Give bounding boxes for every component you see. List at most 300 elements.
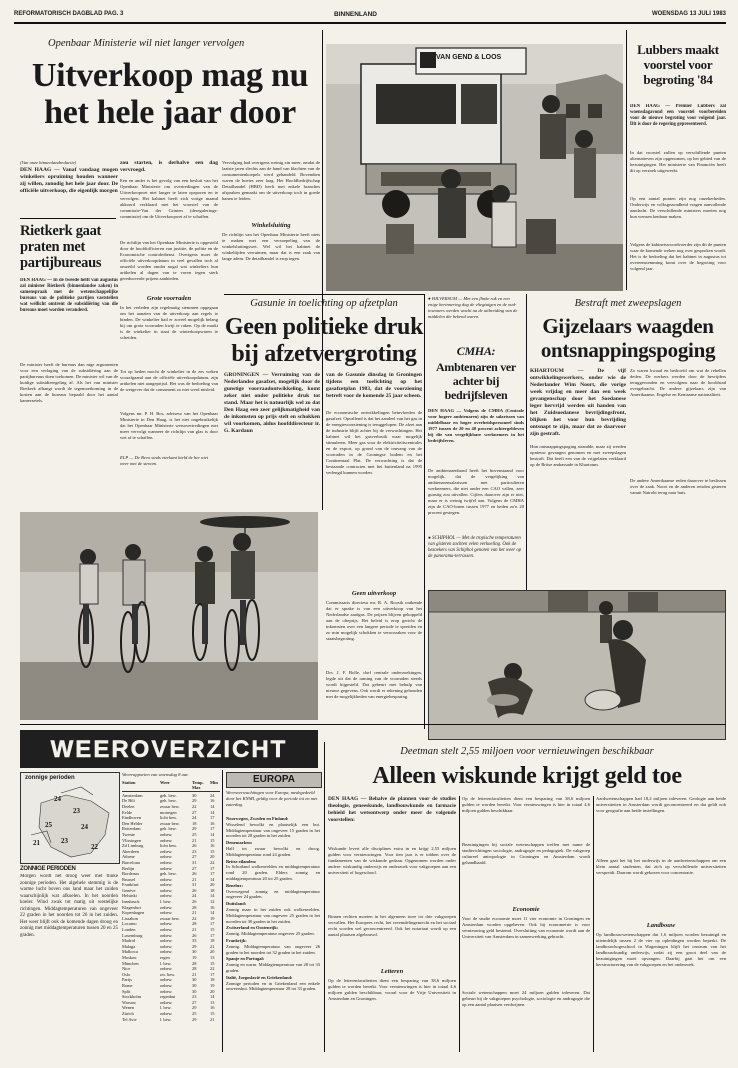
table-cell: onbew. <box>160 999 173 1005</box>
table-cell: Athene <box>122 854 135 860</box>
wiskunde-body-1: Wiskunde levert alle disciplines extra in en krijgt 2,55 miljoen gulden voor vernieuwingen. Voor tien jaar is er tobben over de fundamenten van de wiskunde gedaan. Opgenomen worden onder andere: wiskundig onderwijs en onderzoek voor vakgroepen aan een universiteit of hogeschool. <box>328 846 456 875</box>
table-cell: Split <box>122 988 131 994</box>
table-cell: 22 <box>192 803 197 809</box>
table-cell: 15 <box>210 1010 215 1016</box>
table-cell: Nice <box>122 966 131 972</box>
europa-region-text: In Schotland wolkenvelden en middagtemperatuur rond 20 graden. Elders zonnig en middagtemperatuur 20 tot 25 graden. <box>226 864 320 881</box>
lubbers-lead: DEN HAAG — Premier Lubbers zal woensdagavond een voorstel voorbereiden voor de nieuwe begroting voor volgend jaar. Dit is door de regering gepresenteerd. <box>630 104 726 127</box>
table-cell: l. bew. <box>160 960 172 966</box>
table-cell: onbew. <box>160 988 173 994</box>
table-cell: 31 <box>192 882 197 888</box>
table-cell: 28 <box>192 921 197 927</box>
table-cell: 17 <box>210 826 215 832</box>
europa-region-text: Zonnige perioden en in Griekenland een enkele onweersbui. Middagtemperatuur 28 tot 33 graden. <box>226 980 320 992</box>
table-cell: regenbui <box>160 994 176 1000</box>
table-cell: 17 <box>210 932 215 938</box>
wiskunde-body-9: Alleen gaat het bij het onderwijs in de aardwetenschappen om een klein aantal studenten, dat zich op verschillende universiteiten verspreidt. Daarom wordt gekozen voor concentratie. <box>596 858 726 875</box>
table-cell: 16 <box>210 904 215 910</box>
wiskunde-body-3: Op de letterenfaculteiten dient een besparing van 38,6 miljoen gulden te worden bereikt. Voor vernieuwingen is hier in totaal 4,6 miljoen gulden beschikbaar. <box>462 796 590 813</box>
main-body-2: De richtlijn van het Openbaar Ministerie is opgesteld door de hoofdofficieren van justitie, de politie en de Economische controledienst. Overigens moet de officiële uitverkoopdatum in veel gevallen toch al omzeild worden omdat nogal wat winkeliers hun artikelen al dagen van te voren tegen sterk gereduceerde prijzen aanbieden. <box>120 240 218 281</box>
masthead-left: REFORMATORISCH DAGBLAD PAG. 3 <box>14 11 124 17</box>
europa-region-name: Britse eilanden: <box>226 858 257 864</box>
map-temp-1: 24 <box>54 795 61 803</box>
map-temp-7: 22 <box>91 843 98 851</box>
table-cell: 23 <box>192 848 197 854</box>
table-cell: licht bew. <box>160 843 178 849</box>
schiphol-photo-frame <box>428 590 726 740</box>
table-cell: Frankfurt <box>122 882 139 888</box>
table-cell: 17 <box>210 815 215 821</box>
gijzelaars-body-3: De andere Amerikaanse reden daarover te beslissen over de zaak. Noort en de anderen reisden gisteren vanuit Nairobi terug naar huis. <box>630 478 726 495</box>
rietkerk-lead: DEN HAAG — In de tweede helft van augustus zal minister Rietkerk (binnenlandse zaken) in samenspraak met de wetenschappelijke bureaus van de politieke partijen vaststellen wat wellicht omtrent de subsidiëring van die bureaus moet worden veranderd. <box>20 278 118 313</box>
table-cell: onbew. <box>160 921 173 927</box>
table-cell: Klagenfurt <box>122 904 142 910</box>
cmha-lead: DEN HAAG — Volgens de CMHA (Centrale voor hogere ambtenaren) zijn de salarissen van middelbaar en hoger overheidspersoneel sinds 1977 tussen de 20 en 40 procent achtergebleven bij die van vergelijkbare werknemers in het bedrijfsleven. <box>428 408 524 443</box>
table-cell: 25 <box>192 831 197 837</box>
table-cell: zwaar bew. <box>160 803 180 809</box>
gijzelaars-body-1: Hun ontsnappingspoging strandde, maar zij werden opnieuw gevangen genomen en met zweepslagen bestraft. Dat heeft een van de vrijgelaten verklaard op de Britse ambassade in Khartoum. <box>530 444 626 467</box>
map-temp-4: 24 <box>81 823 88 831</box>
table-cell: onbew. <box>160 977 173 983</box>
rietkerk-headline: Rietkerk gaat praten met partijbureaus <box>20 223 102 271</box>
table-cell: Berlijn <box>122 865 135 871</box>
table-cell: 21 <box>210 1016 215 1022</box>
table-cell: 28 <box>192 966 197 972</box>
table-cell: Barcelona <box>122 859 140 865</box>
col-min: Min <box>210 779 218 785</box>
table-cell: 14 <box>210 910 215 916</box>
table-cell: Malaga <box>122 943 136 949</box>
table-cell: 18 <box>210 887 215 893</box>
gasunie-headline <box>224 314 424 368</box>
table-cell: 30 <box>192 949 197 955</box>
gijzelaars-headline <box>530 314 726 362</box>
table-cell: 19 <box>192 955 197 960</box>
table-cell: Luxemburg <box>122 932 143 938</box>
table-cell: 26 <box>192 871 197 877</box>
table-cell: 29 <box>192 798 197 804</box>
main-headline-line1: Uitverkoop mag nu <box>31 57 309 94</box>
table-cell: 29 <box>192 826 197 832</box>
table-cell: zwaar bew. <box>160 915 180 921</box>
truck-photo <box>326 44 623 291</box>
wiskunde-body-8: Aardwetenschappen had 18,2 miljoen inleveren. Geologie aan beide universiteiten in Amsterdam wordt geconcentreerd en dat geldt ook voor geografie aan beide instellingen. <box>596 796 726 813</box>
wiskunde-body-2: Binnen rechten moeten in het algemeen twee tot drie vakgroepen vervallen. Het Europees recht, het vreemdelingenrecht en het sociaal recht worden wel geconcentreerd. Ook het notariaat wordt op een aantal plaatsen afgebouwd. <box>328 914 456 937</box>
weather-banner <box>20 730 318 768</box>
table-cell: onbew. <box>160 865 173 871</box>
main-kicker: Openbaar Ministerie wil niet langer vervolgen <box>48 38 245 49</box>
europa-region-name: Noorwegen, Zweden en Finland: <box>226 816 289 821</box>
rietkerk-top-rule <box>20 218 116 219</box>
table-cell: 27 <box>192 854 197 860</box>
table-cell: 14 <box>210 876 215 882</box>
main-lead-cont: zou starten, is derhalve een dag vervroegd. <box>120 160 218 173</box>
map-temp-3: 25 <box>45 821 52 829</box>
table-cell: 27 <box>192 809 197 815</box>
europa-title: EUROPA <box>252 774 296 785</box>
truck-photo-art <box>326 44 623 291</box>
cycling-photo-art <box>20 512 318 720</box>
table-cell: 14 <box>210 994 215 1000</box>
masthead-rule <box>14 22 726 24</box>
masthead <box>14 10 726 20</box>
europa-region <box>226 901 320 924</box>
weather-banner-title: WEEROVERZICHT <box>50 736 288 763</box>
main-body-6: Vervolging had overigens weinig zin meer, omdat de laatste jaren slechts aan de hand van klachten van de consumentenkoepels werd gehandeld. Bovendien waren de boetes zeer laag. Het Hoofdbedrijfschap Detailhandel (HBD) heeft met enkele branches afspraken gemaakt om de uitverkoop toch in goede banen te leiden. <box>222 160 320 201</box>
gasunie-body-2: Commissaris directeur mr. R. A. Roosik ontkende dat er sprake is van een uitverkoop van het Nederlandse aardgas. De prijzen blijven gekoppeld aan de olieprijs. Het beleid is erop gericht de inkomsten over een langere periode te spreiden en zo min mogelijk schokken te veroorzaken voor de staatsbegroting. <box>326 600 422 641</box>
table-cell: 30 <box>192 982 197 988</box>
table-cell: Brussel <box>122 876 136 882</box>
column-rule-g <box>459 796 460 1052</box>
table-cell: onbew. <box>160 938 173 944</box>
table-cell: Kopenhagen <box>122 910 145 916</box>
main-lead: DEN HAAG — Vanaf vandaag mogen winkeliers opruiming houden wanneer zij willen, zonodig het hele jaar door. De officiële uitverkoop, die eigenlijk morgen <box>20 167 118 194</box>
table-cell: motregen <box>160 809 177 815</box>
table-cell: onbew. <box>160 837 173 843</box>
column-rule-b <box>626 30 627 290</box>
europa-region-name: Italië, Joegoslavië en Griekenland: <box>226 974 293 980</box>
wiskunde-body-10: Op landbouwwetenschappen dat 1,6 miljoen worden bezuinigd en uiteindelijk tussen 2 de vier op opleidingen worden beperkt. De landbouwhogeschool in Wageningen blijft het centrum van het landbouwkundig onderwijs, zodat zij een groot deel van de bezuinigingen moet opvangen. Daarbij gaat het om een herstructurering van de vakgroepen en het onderzoek. <box>596 932 726 967</box>
truck-photo-caption: ● HILVERSUM — Met een flinke ruk en een enige herinnering dag de vliegtuigen en de oud-inwoners werden wacht na de uitbreiding van de middelen die bekend waren. <box>428 296 518 319</box>
wiskunde-subhead-1: Letteren <box>380 968 404 975</box>
gasunie-top-rule <box>224 294 424 295</box>
table-cell: 22 <box>192 915 197 921</box>
europa-region <box>226 925 320 937</box>
cycling-photo <box>20 512 318 720</box>
table-cell: l. bew. <box>160 899 172 905</box>
table-cell: 21 <box>192 910 197 916</box>
table-cell: 29 <box>192 1005 197 1011</box>
weather-top-rule <box>20 724 726 725</box>
table-cell: 15 <box>210 837 215 843</box>
table-cell: 27 <box>192 999 197 1005</box>
table-cell: onbew. <box>160 949 173 955</box>
cmha-headline: Ambtenaren ver achter bij bedrijfsleven <box>436 360 516 402</box>
table-cell: 18 <box>210 977 215 983</box>
main-body-5: Volgens mr. P. H. Bos, adviseur van het Openbaar Ministerie in Den Haag, is het niet ongebruikelijk dat het Openbaar Ministerie wetsovertredingen niet meer vervolgt wanneer de richtlijn van glas is door wet af te schaffen. <box>120 411 218 440</box>
table-cell: regen <box>160 955 170 960</box>
table-cell: 29 <box>192 1016 197 1022</box>
table-cell: Aberdeen <box>122 848 140 854</box>
lubbers-body-1: In dat voorstel zullen op verschillende punten alternatieven zijn opgenomen, op het gebied van de bezuinigingen. Het ministerie van Financiën heeft dit op verzoek uitgewerkt. <box>630 150 726 173</box>
table-cell: Moskou <box>122 955 137 960</box>
europa-region <box>226 859 320 882</box>
table-cell: Rotterdam <box>122 826 141 832</box>
wiskunde-subhead-3: Landbouw <box>646 922 676 929</box>
weather-table <box>122 772 220 1020</box>
table-cell: 22 <box>210 966 215 972</box>
main-body-7: De richtlijn van het Openbaar Ministerie heeft niets te maken met een versoepeling van de winkelsluitingswet. Wel wil het kabinet de winkeltijden verruimen, maar dat is een zaak van lange adem. De detailhandel is erop tegen. <box>222 232 320 261</box>
column-rule-e <box>222 770 223 1052</box>
europa-region <box>226 883 320 900</box>
table-cell: onbew. <box>160 831 173 837</box>
table-cell: Rome <box>122 982 133 988</box>
column-rule-h <box>593 796 594 1052</box>
table-cell: 16 <box>210 843 215 849</box>
table-cell: onbew. <box>160 982 173 988</box>
table-cell: onbew. <box>160 848 173 854</box>
europa-region <box>226 975 320 992</box>
europa-region-text: Zonnig. Middagtemperatuur ongeveer 25 graden. <box>226 931 315 937</box>
table-cell: onbew. <box>160 893 173 899</box>
table-cell: 29 <box>192 943 197 949</box>
main-subhead-2: Winkelsluiting <box>251 222 291 229</box>
wiskunde-body-4: Op de letterenfaculteiten dient een besparing van 38,6 miljoen gulden te worden bereikt. Voor vernieuwingen is hier in totaal 4,6 miljoen gulden beschikbaar, vooral voor de Vrije Universiteit in Amsterdam en Groningen. <box>328 978 456 1001</box>
table-cell: 17 <box>210 971 215 977</box>
wiskunde-kicker: Deetman stelt 2,55 miljoen voor vernieuwingen beschikbaar <box>400 746 654 757</box>
lubbers-headline: Lubbers maakt voorstel voor begroting '84 <box>637 42 719 87</box>
table-cell: 21 <box>192 876 197 882</box>
europa-region-name: Frankrijk: <box>226 937 247 943</box>
table-cell: 28 <box>192 960 197 966</box>
column-rule-c <box>424 294 425 729</box>
table-cell: Bordeaux <box>122 871 140 877</box>
rietkerk-body: De minister heeft de bureaus dan nige argumenten voor een verlaging van de subsidiëring aan de partijbureaus doen toekomen. De minister wil van de huidige subsidieregeling af. Als het van minister Rietkerk afhangt wordt de tegemoetkoming in de kosten aan de bureaus bepaald door het aantal kamerzetels. <box>20 362 118 403</box>
map-temp-5: 21 <box>33 839 40 847</box>
gijzelaars-headline-line1: Gijzelaars waagden <box>542 314 714 338</box>
table-cell: 17 <box>210 871 215 877</box>
main-body-3: In het verleden zijn regelmatig stemmen opgegaan om het aanzien van de uitverkoop aan regels te binden. De winkelier had er zoveel mogelijk belang bij om grote voorraden kwijt te raken. Op de markt is de winkelier in staat de winterkoopwaren te scheiden. <box>120 305 218 340</box>
table-cell: 31 <box>192 859 197 865</box>
europa-region <box>226 840 320 857</box>
table-cell: Zd Limburg <box>122 843 144 849</box>
table-cell: 21 <box>210 943 215 949</box>
table-cell: zwaar bew. <box>160 820 180 826</box>
col-station: Station <box>122 779 136 785</box>
main-byline: (Van onze binnenlandredactie) <box>20 160 77 165</box>
table-cell: 18 <box>210 938 215 944</box>
table-cell: 21 <box>192 837 197 843</box>
table-cell: Stockholm <box>122 994 142 1000</box>
table-cell: Zürich <box>122 1010 134 1016</box>
europa-region-text: Zonnig. Middagtemperatuur van ongeveer 26 graden in het noorden tot 32 graden in het zuiden. <box>226 943 320 955</box>
main-headline-line2: het hele jaar door <box>44 94 296 131</box>
gasunie-body-3: Drs. J. F. Bolle, chef centrale onderzoekingen, legde uit dat de raming van de voorraden steeds wordt bijgesteld. Dat gebeurt met behulp van nieuwe gegevens. Ook wordt er rekening gehouden met de mogelijkheden van energiebesparing. <box>326 670 422 699</box>
table-cell: Wenen <box>122 1005 135 1011</box>
europa-region <box>226 816 320 839</box>
table-cell: Eindhoven <box>122 815 142 821</box>
masthead-date: WOENSDAG 13 JULI 1983 <box>651 11 726 17</box>
table-cell: 21 <box>192 971 197 977</box>
table-cell: Madrid <box>122 938 135 944</box>
table-cell: 14 <box>210 803 215 809</box>
table-cell: geh. bew. <box>160 792 177 798</box>
table-cell: onbew. <box>160 966 173 972</box>
table-cell: 18 <box>192 820 197 826</box>
col-weer: Weer <box>160 779 170 785</box>
europa-region-name: Zwitserland en Oostenrijk: <box>226 925 279 931</box>
table-cell: 20 <box>210 882 215 888</box>
map-temp-2: 23 <box>73 807 80 815</box>
table-cell: onbew. <box>160 854 173 860</box>
europa-region-text: Half tot zwaar bewolkt en droog. Middagtemperatuur rond 24 graden. <box>226 845 320 857</box>
col-max: Temp. Max <box>192 779 204 791</box>
table-cell: Vlissingen <box>122 837 141 843</box>
table-cell: Londen <box>122 927 136 933</box>
table-cell: l. bew. <box>160 1005 172 1011</box>
table-cell: De Bilt <box>122 798 135 804</box>
wiskunde-body-7: Sociale wetenschappen moet 24 miljoen gulden inleveren. Dat gebeurt bij de vakgroepen psychologie, sociologie en andragogie die op een aantal plaatsen verdwijnen. <box>462 990 590 1007</box>
table-cell: onbew. <box>160 887 173 893</box>
table-cell: geh. bew. <box>160 871 177 877</box>
table-cell: Oslo <box>122 971 131 977</box>
table-cell: Warsaw <box>122 999 137 1005</box>
table-cell: Mallorca <box>122 949 138 955</box>
gijzelaars-kicker: Bestraft met zweepslagen <box>574 298 682 309</box>
weather-table-header <box>122 780 220 792</box>
table-cell: 26 <box>192 899 197 905</box>
table-cell: Twente <box>122 831 135 837</box>
table-cell: 15 <box>210 848 215 854</box>
cmha-body: De ambtenarenbond heeft het bovenstaand voor mogelijk, dat de vergelijking van ambtenarensalarissen met particulieren werknemers, die niet onder een CAO vallen, zeer gunstig zou uitvallen. Cijfers daarover zijn er niet, maar er is weinig twijfel aan. Volgens de CMHA zijn de CAO-lonen tussen 1977 en heden zo'n 20 procent gestegen. <box>428 468 524 515</box>
gasunie-kicker: Gasunie in toelichting op afzetplan <box>250 298 398 309</box>
table-row <box>122 1017 220 1023</box>
europa-intro: Weersverwachtingen voor Europa, medegedeeld door het KNMI, geldig voor de periode tot en met zaterdag. <box>226 790 318 807</box>
column-rule-a <box>322 30 323 510</box>
table-cell: 26 <box>192 887 197 893</box>
weather-table-rows <box>122 793 220 1022</box>
table-cell: Amsterdam <box>122 792 143 798</box>
table-cell: Genève <box>122 887 136 893</box>
table-cell: 14 <box>210 893 215 899</box>
gasunie-lead-a: GRONINGEN — Verruiming van de Nederlandse gasafzet, mogelijk door de gunstige voorraadontwikkeling, komt zeker niet onder politieke druk tot stand. Maar het is natuurlijk wel zo dat Den Haag een zeer gelijkmatigheid van de inkomsten op prijs stelt en schokken wil voorkomen, aldus hoofddirecteur ir. G. Kardaun <box>224 372 320 434</box>
table-cell: Helsinki <box>122 893 137 899</box>
table-cell: 25 <box>192 1010 197 1016</box>
table-cell: 21 <box>192 927 197 933</box>
table-cell: 22 <box>210 859 215 865</box>
table-cell: 24 <box>210 792 215 798</box>
map-temp-6: 23 <box>61 837 68 845</box>
lubbers-body-3: Volgens de kabinetswoordvoerder zijn dit de punten waar de komende weken nog over gesproken wordt. Het is de bedoeling dat het kabinet in augustus tot overeenstemming komt over de begroting voor volgend jaar. <box>630 242 726 271</box>
column-rule-d <box>526 294 527 590</box>
gasunie-body: De economische ontwikkelingen beïnvloeden de gasafzet. Opvallend is dat het aandeel van het gas in de energievoorziening is teruggelopen. De afzet aan de industrie blijft achter bij de verwachtingen. Het kabinet wil het gasverbruik waar mogelijk stimuleren. Meer gas voor de elektriciteitscentrales en de export, op grond van de omvang van de voorraden in de Groningse bodem en het Continentaal Plat. De verwachting is dat de bestaande contracten met het buitenland na 1995 verlengd kunnen worden. <box>326 410 422 475</box>
europa-region-name: Benelux: <box>226 882 244 888</box>
table-cell: 26 <box>192 932 197 938</box>
table-cell: 13 <box>210 999 215 1005</box>
table-cell: 28 <box>192 904 197 910</box>
table-cell: Den Helder <box>122 820 143 826</box>
wiskunde-body-6: Voor de studie economie moet 11 vier economie in Groningen en Amsterdam worden opgeheven. Ook bij econometrie is voor vernieuwing geld bestemd. Oversluiting van economie wordt aan de Universiteit van Amsterdam in samenwerking gebracht. <box>462 916 590 939</box>
main-subhead-1: Grote voorraden <box>146 295 192 302</box>
europa-region-text: Wisselend bewolkt en plaatselijk een bui. Middagtemperatuur van ongeveer 15 graden in het noorden tot 28 graden in het zuiden. <box>226 821 320 839</box>
gijzelaars-lead: KHARTOUM — De vijf ontwikkelingswerkers, onder wie de Nederlander Wim Noort, die vorige week vrijdag en meer dan een week gevangenschap door het Soedanese leger hervrijd werden uit handen van het Zuidsoedanese bevrijdingsfront, blijken het voor hun bevrijding ontsnapt te zijn, maar dat ze daarvoor zijn gestraft. <box>530 368 626 437</box>
table-cell: 23 <box>192 994 197 1000</box>
section-title: BINNENLAND <box>334 11 377 18</box>
europa-box <box>226 772 322 788</box>
europa-regions <box>226 816 320 1054</box>
europa-region <box>226 938 320 955</box>
weather-map-art <box>21 773 119 863</box>
table-cell: onbew. <box>160 932 173 938</box>
table-cell: onbew. <box>160 927 173 933</box>
table-cell: onbew. <box>160 882 173 888</box>
table-cell: 14 <box>210 809 215 815</box>
truck-signage: VAN GEND & LOOS <box>436 54 502 61</box>
table-cell: onbew. <box>160 904 173 910</box>
table-cell: 14 <box>210 831 215 837</box>
table-cell: onbew. <box>160 910 173 916</box>
table-cell: 30 <box>192 792 197 798</box>
forecast-text: Morgen wordt het droog weer met flinke zonnige perioden. Het algehele stemmig is de warme lucht boven ons land maar het zuiden waarschijnlijk wat afkoelen. In het noorden koeler. Wind zwak tot matig uit westelijke richtingen. Middagtemperaturen van ongeveer 22 graden in het noorden tot 26 in het zuiden. Het weer blijft ook de komende dagen droog en zonnig met middagtemperaturen tussen 20 en 25 graden. <box>20 874 118 938</box>
gasunie-lead-b: van de Gasunie dinsdag in Groningen tijdens een toelichting op het gasafzetplan 1983, dat de voorziening betreft voor de komende 25 jaar scheen. <box>326 372 422 399</box>
main-body-1: Een en ander is het gevolg van een besluit van het Openbaar Ministerie om overtredingen van de Uitverkoopwet niet langer te laten opsporen en te vervolgen. Het kabinet heeft zich vorige maand akkoord verklaard met het voorstel van de commissie-Van der Grinten (deregulerings-commissie) om de Uitverkoopwet af te schaffen. <box>120 178 218 219</box>
table-cell: Locarno <box>122 921 137 927</box>
table-cell: 30 <box>192 977 197 983</box>
table-cell: Deelen <box>122 803 135 809</box>
gijzelaars-body-2: Zo waren kwaad en bedroefd om wat de rebellen deden. De werkers werden door de bevrijders teruggevonden en vervolgens naar de hoofdstad overgebracht. De andere gijzelaars zijn van Amerikaanse, Engelse en Keniaanse nationaliteit. <box>630 368 726 397</box>
table-cell: 24 <box>192 815 197 821</box>
table-cell: 12 <box>210 899 215 905</box>
table-cell: 15 <box>210 960 215 966</box>
wiskunde-subhead-2: Economie <box>512 906 540 913</box>
europa-region-name: Duitsland: <box>226 901 247 907</box>
europa-region-text: Overwegend zonnig en middagtemperatuur ongeveer 24 graden. <box>226 888 320 900</box>
cmha-photo-caption: ● SCHIPHOL — Met de tropische temperaturen van gisteren zochten velen verkoeling. Ook de bezoekers van Schiphol genoten van het weer op de panorama-terrassen. <box>428 536 522 559</box>
table-cell: 16 <box>210 798 215 804</box>
table-cell: 27 <box>192 865 197 871</box>
table-cell: 20 <box>210 988 215 994</box>
column-rule-f <box>324 742 325 1052</box>
wiskunde-body-5: Bezuinigingen bij sociale wetenschappen treffen met name de studierichtingen sociologie, andragogie en pedagogiek. De vakgroep cultureel antropologie in Groningen en Amsterdam wordt gehandhaafd. <box>462 842 590 865</box>
table-cell: 16 <box>210 820 215 826</box>
lubbers-body-2: Op een aantal punten zijn nog onzekerheden. Onderwijs en volksgezondheid vragen aanvullende aandacht. De verschillende ministers moeten nog hun wensen kenbaar maken. <box>630 196 726 219</box>
table-cell: Parijs <box>122 977 133 983</box>
table-cell: Eelde <box>122 809 132 815</box>
table-cell: onbew. <box>160 859 173 865</box>
main-body-4: Tot op heden mocht de winkelier in de zes weken voorafgaand aan de officiële uitverkoopdatum, zijn artikelen niet aangeprijsd. Het was de bedoeling van de wetgever dat de consument zo niet werd misleid. <box>120 369 218 392</box>
table-cell: 24 <box>192 893 197 899</box>
weather-map <box>20 772 120 864</box>
wiskunde-lead: DEN HAAG — Behalve de plannen voor de studies theologie, geneeskunde, landbouwkunde en farmacie behield het wetsontwerp onder meer de volgende voorstellen: <box>328 796 456 823</box>
table-cell: 20 <box>210 854 215 860</box>
main-caption: ELP — De Bevo sinds vierkant hield de her niet weer met de stroom. <box>120 455 209 466</box>
table-cell: 30 <box>192 988 197 994</box>
table-cell: 17 <box>210 865 215 871</box>
gasunie-headline-line1: Geen politieke druk <box>224 314 424 340</box>
europa-region-text: Zonnig en warm. Middagtemperatuur van 28 tot 33 graden. <box>226 962 320 973</box>
table-cell: 17 <box>210 921 215 927</box>
table-cell: geh. bew. <box>160 798 177 804</box>
table-cell: 20 <box>210 949 215 955</box>
table-cell: München <box>122 960 139 966</box>
table-cell: Tel Aviv <box>122 1016 137 1022</box>
gasunie-headline-line2: bij afzetvergroting <box>231 341 417 367</box>
table-cell: 33 <box>192 938 197 944</box>
table-cell: 13 <box>210 955 215 960</box>
table-cell: 15 <box>210 927 215 933</box>
table-cell: licht bew. <box>160 815 178 821</box>
table-cell: 16 <box>210 1005 215 1011</box>
table-cell: 26 <box>192 843 197 849</box>
europa-region <box>226 956 320 973</box>
table-cell: geh. bew. <box>160 826 177 832</box>
table-cell: Innsbruck <box>122 899 140 905</box>
table-cell: 19 <box>210 915 215 921</box>
table-cell: 19 <box>210 982 215 988</box>
forecast-head: ZONNIGE PERIODEN <box>20 866 76 872</box>
table-cell: Lissabon <box>122 915 138 921</box>
europa-region-name: Spanje en Portugal: <box>226 956 265 962</box>
gijzelaars-headline-line2: ontsnappingspoging <box>540 338 716 362</box>
table-cell: l. bew. <box>160 1016 172 1022</box>
main-headline <box>20 58 320 132</box>
wiskunde-headline: Alleen wiskunde krijgt geld toe <box>372 763 682 789</box>
europa-region-name: Denemarken: <box>226 840 253 846</box>
table-cell: zw. bew. <box>160 971 176 977</box>
table-cell: onbew. <box>160 943 173 949</box>
weather-table-title: Weerrapporten van woensdag 8 uur. <box>122 772 189 777</box>
table-cell: onbew. <box>160 1010 173 1016</box>
